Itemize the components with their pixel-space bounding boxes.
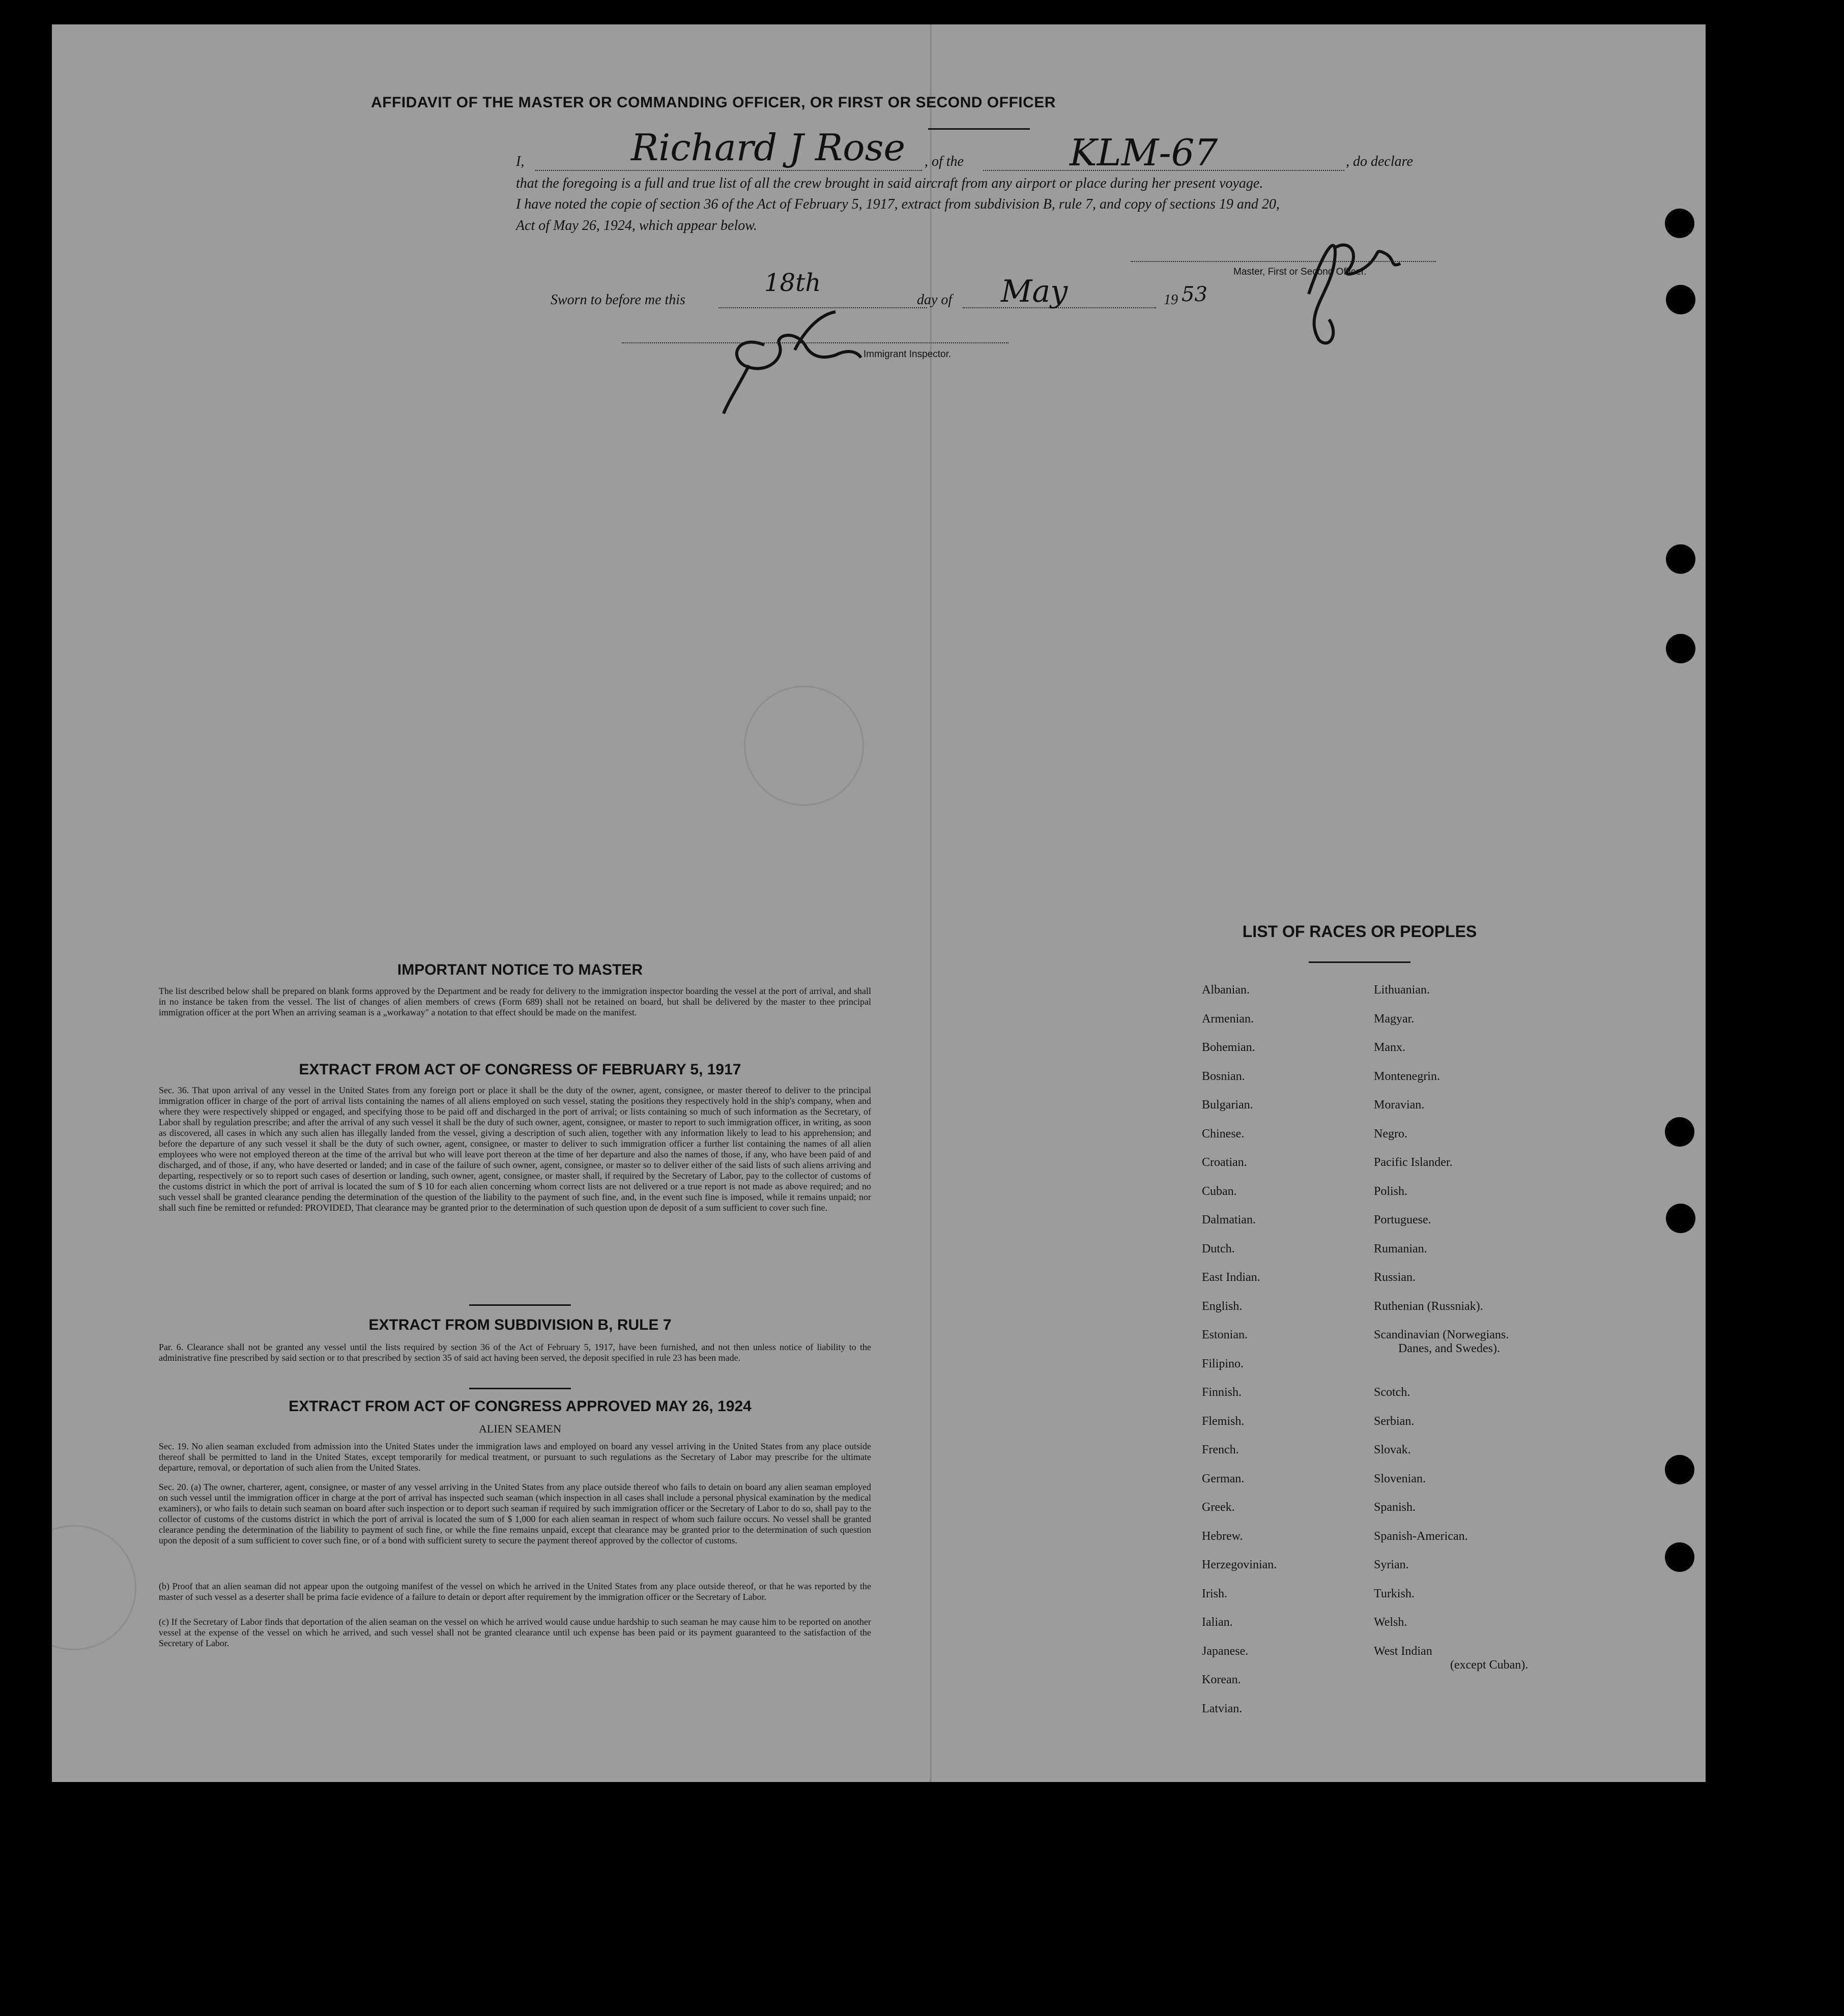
race-item: Korean. (1202, 1673, 1241, 1686)
inspector-signature-line (622, 342, 1009, 343)
races-list-left (1202, 983, 1277, 1731)
race-item: Moravian. (1374, 1098, 1425, 1112)
race-item: Bosnian. (1202, 1069, 1245, 1083)
inspector-signature (718, 299, 963, 421)
race-item: Spanish. (1374, 1501, 1416, 1514)
rule7-title: EXTRACT FROM SUBDIVISION B, RULE 7 (368, 1317, 672, 1333)
race-item: Japanese. (1202, 1644, 1249, 1658)
race-item-continuation: Danes, and Swedes). (1398, 1342, 1500, 1355)
race-item: Dutch. (1202, 1242, 1235, 1255)
act-1924-sec20c: (c) If the Secretary of Labor finds that deportation of the alien seaman on the vessel on which he arrived would cause undue hardship to such seaman he may cause him to be reported on another vessel at the expense of the vessel on which he arrived, and such vessel shall not be granted clearance until uch expense has been paid or its payment guaranteed to the satisfaction of the Secretary of Labor. (159, 1617, 871, 1648)
race-item: Dalmatian. (1202, 1213, 1256, 1226)
race-item: East Indian. (1202, 1271, 1260, 1284)
race-item: Lithuanian. (1374, 983, 1430, 997)
race-item: Pacific Islander. (1374, 1156, 1453, 1169)
race-item: Welsh. (1374, 1616, 1407, 1629)
day-of-label: day of (917, 292, 953, 308)
master-caption: Master, First or Second Officer. (1233, 267, 1367, 277)
race-item: Ialian. (1202, 1616, 1233, 1629)
race-item: Estonian. (1202, 1328, 1248, 1341)
master-signature-line (1131, 261, 1436, 262)
notice-title: IMPORTANT NOTICE TO MASTER (397, 961, 643, 978)
notice-text: The list described below shall be prepared on blank forms approved by the Department and be ready for delivery to the immigration inspector boarding the vessel at the port of arrival, and shall in no instance be taken from the vessel. The list of changes of alien members of crews (Form 689) shall not be retained on board, but shall be delivered by the master to thee principal immigration officer at the port When an arriving seaman is a „workaway" a notation to that effect should be made on the manifest. (159, 986, 871, 1017)
of-the-label: , of the (925, 154, 964, 169)
race-item: Serbian. (1374, 1414, 1415, 1428)
race-item: Irish. (1202, 1587, 1227, 1600)
race-item-scandinavian (1374, 1328, 1528, 1386)
punch-hole (1665, 1455, 1694, 1484)
affidavit-title: AFFIDAVIT OF THE MASTER OR COMMANDING OFFICER, OR FIRST OR SECOND OFFICER (371, 94, 1056, 111)
race-item: Chinese. (1202, 1127, 1245, 1141)
inspector-caption: Immigrant Inspector. (863, 349, 952, 360)
act-1917-text: Sec. 36. That upon arrival of any vessel in the United States from any foreign port or place it shall be the duty of the owner, agent, consignee, or master thereof to deliver to the principal immigration officer in charge of the port of arrival lists containing the names of all aliens employed on such vessel, stating the positions they respectively hold in the ship's company, when and where they were respectively shipped or engaged, and specifying those to be paid off and discharged in the port of arrival; or lists containing so much of such information as the Secretary, of Labor shall by regulation prescribe; and after the arrival of any such vessel it shall be the duty of such owner, agent, consignee, or master to report to such immigration officer, in writing, as soon as discovered, all cases in which any such alien has illegally landed from the vessel, giving a description of such alien, together with any information likely to lead to his apprehension; and before the departure of any such vessel it shall be the duty of such owner, agent, consignee, or master to deliver to such immigration officer a further list containing the names of all alien employees who were not employed thereon at the time of the arrival but who will leave port thereon at the time of her departure and also the names of those, if any, who have been paid of and discharged, and of those, if any, who have deserted or landed; and in case of the failure of such owner, agent, consignee, or master so to deliver either of the said lists of such aliens arriving and departing, respectively or so to report such cases of desertion or landing, such owner, agent, consignee, or master shall, if required by the Secretary of Labor, pay to the collector of customs of the customs district in which the port of arrival is located the sum of $ 10 for each alien concerning whom correct lists are not delivered or a true report is not made as above required; and no such vessel shall be granted clearance pending the determination of the question of the liability to the payment of such fine, and, in the event such fine is imposed, while it remains unpaid; nor shall such fine be remitted or refunded: PROVIDED, That clearance may be granted prior to the determination of such question upon de deposit of a sum sufficient to cover such fine. (159, 1085, 871, 1213)
race-item: Hebrew. (1202, 1529, 1243, 1543)
act-1924-sec19: Sec. 19. No alien seaman excluded from admission into the United States under the immigration laws and employed on board any vessel arriving in the United States from any place outside thereof shall be permitted to land in the United States, except temporarily for medical treatment, or pursuant to such regulations as the Secretary of Labor may prescribe for the ultimate departure, removal, or deportation of such alien from the United States. (159, 1441, 871, 1473)
race-item: Rumanian. (1374, 1242, 1427, 1255)
race-item: Polish. (1374, 1184, 1408, 1198)
punch-hole (1665, 209, 1694, 238)
race-item: Cuban. (1202, 1184, 1237, 1198)
race-item: Scotch. (1374, 1386, 1410, 1399)
faint-stamp (744, 686, 864, 806)
race-item: Croatian. (1202, 1156, 1247, 1169)
document-sheet (52, 24, 1706, 1782)
race-item: Ruthenian (Russniak). (1374, 1299, 1483, 1313)
race-item: Greek. (1202, 1501, 1235, 1514)
race-item: Syrian. (1374, 1558, 1409, 1571)
punch-hole (1666, 1204, 1695, 1233)
punch-hole (1665, 1542, 1694, 1572)
race-item: Turkish. (1374, 1587, 1415, 1600)
race-item: Manx. (1374, 1041, 1405, 1054)
affidavit-body-line-1: that the foregoing is a full and true list of all the crew brought in said aircraft from any airport or place during her present voyage. (516, 176, 1263, 191)
act-1924-sec20b: (b) Proof that an alien seaman did not appear upon the outgoing manifest of the vessel on which he arrived in the United States from any place outside thereof, or that he was reported by the master of such vessel as a deserter shall be prima facie evidence of a failure to detain or deport after requirement by the immigration officer or the Secretary of Labor. (159, 1581, 871, 1602)
punch-hole (1666, 544, 1695, 574)
affidavit-body-line-3: Act of May 26, 1924, which appear below. (516, 218, 757, 233)
race-item: Spanish-American. (1374, 1529, 1468, 1543)
punch-hole (1665, 1117, 1694, 1147)
race-item: Magyar. (1374, 1012, 1415, 1026)
races-title-rule (1309, 961, 1410, 963)
race-item: Armenian. (1202, 1012, 1254, 1026)
sworn-label: Sworn to before me this (551, 292, 685, 308)
races-title: LIST OF RACES OR PEOPLES (1242, 922, 1477, 941)
i-label: I, (516, 154, 525, 169)
race-item: English. (1202, 1299, 1243, 1313)
race-item: Herzegovinian. (1202, 1558, 1277, 1571)
name-field-line (535, 170, 922, 171)
race-item-west-indian (1374, 1645, 1528, 1702)
act-1924-title: EXTRACT FROM ACT OF CONGRESS APPROVED MAY 26, 1924 (289, 1398, 752, 1415)
races-list-right (1374, 983, 1528, 1702)
act-1924-sec20a: Sec. 20. (a) The owner, charterer, agent, consignee, or master of any vessel arriving in the United States from any place outside thereof who fails to detain on board any alien seaman employed on such vessel until the immigration officer in charge at the port of arrival has inspected such seaman (which inspection in all cases shall include a personal physical examination by the medical examiners), or who fails to detain such seaman on board after such inspection or to deport such seaman if required by such immigration officer or the Secretary of Labor to do so, shall pay to the collector of customs of the customs district in which the port of arrival is located the sum of $ 1,000 for each alien seaman in respect of whom such failure occurs. No vessel shall be granted clearance pending the determination of the liability to payment of such fine, or while the fine remains unpaid, except that clearance may be granted prior to the determination of such question upon the deposit of a sum sufficient to cover such fine, or of a bond with sufficient surety to secure the payment thereof approved by the collector of customs. (159, 1482, 871, 1545)
do-declare-label: , do declare (1346, 154, 1413, 169)
race-item: Portuguese. (1374, 1213, 1431, 1226)
race-item: Filipino. (1202, 1357, 1244, 1370)
race-item: Albanian. (1202, 983, 1250, 997)
month-handwritten: May (1001, 274, 1068, 309)
race-item: French. (1202, 1443, 1239, 1456)
race-item: Latvian. (1202, 1702, 1243, 1715)
race-item: Finnish. (1202, 1386, 1242, 1399)
race-item: Russian. (1374, 1271, 1416, 1284)
race-item-continuation: (except Cuban). (1450, 1658, 1529, 1672)
race-item: Slovak. (1374, 1443, 1411, 1456)
race-item: Flemish. (1202, 1414, 1245, 1428)
year-handwritten: 53 (1182, 283, 1207, 306)
act-1917-title: EXTRACT FROM ACT OF CONGRESS OF FEBRUARY 5, 1917 (299, 1061, 741, 1078)
aircraft-handwritten: KLM-67 (1070, 131, 1218, 174)
punch-hole (1666, 285, 1695, 314)
race-item: Negro. (1374, 1127, 1407, 1141)
title-rule (928, 128, 1030, 130)
race-item-label: West Indian (1374, 1644, 1432, 1658)
race-item: Montenegrin. (1374, 1069, 1440, 1083)
master-name-handwritten: Richard J Rose (631, 126, 906, 169)
race-item-label: Scandinavian (Norwegians. (1374, 1328, 1509, 1341)
master-signature (1293, 218, 1416, 355)
punch-hole (1666, 634, 1695, 663)
race-item: Slovenian. (1374, 1472, 1426, 1485)
section-rule (469, 1388, 571, 1389)
affidavit-body-line-2: I have noted the copie of section 36 of the Act of February 5, 1917, extract from subdivision B, rule 7, and copy of sections 19 and 20, (516, 196, 1280, 212)
act-1924-subtitle: ALIEN SEAMEN (479, 1422, 561, 1435)
faint-stamp (52, 1525, 136, 1650)
race-item: Bulgarian. (1202, 1098, 1253, 1112)
race-item: German. (1202, 1472, 1245, 1485)
day-handwritten: 18th (764, 269, 821, 297)
race-item: Bohemian. (1202, 1041, 1255, 1054)
fold-crease (930, 24, 932, 1782)
section-rule (469, 1304, 571, 1306)
rule7-text: Par. 6. Clearance shall not be granted any vessel until the lists required by section 36 of the Act of February 5, 1917, have been furnished, and not then unless notice of liability to the administrative fine prescribed by said section or to that prescribed by section 35 of said act having been served, the deposit specified in rule 23 has been made. (159, 1342, 871, 1363)
year-printed: 19 (1164, 292, 1178, 308)
